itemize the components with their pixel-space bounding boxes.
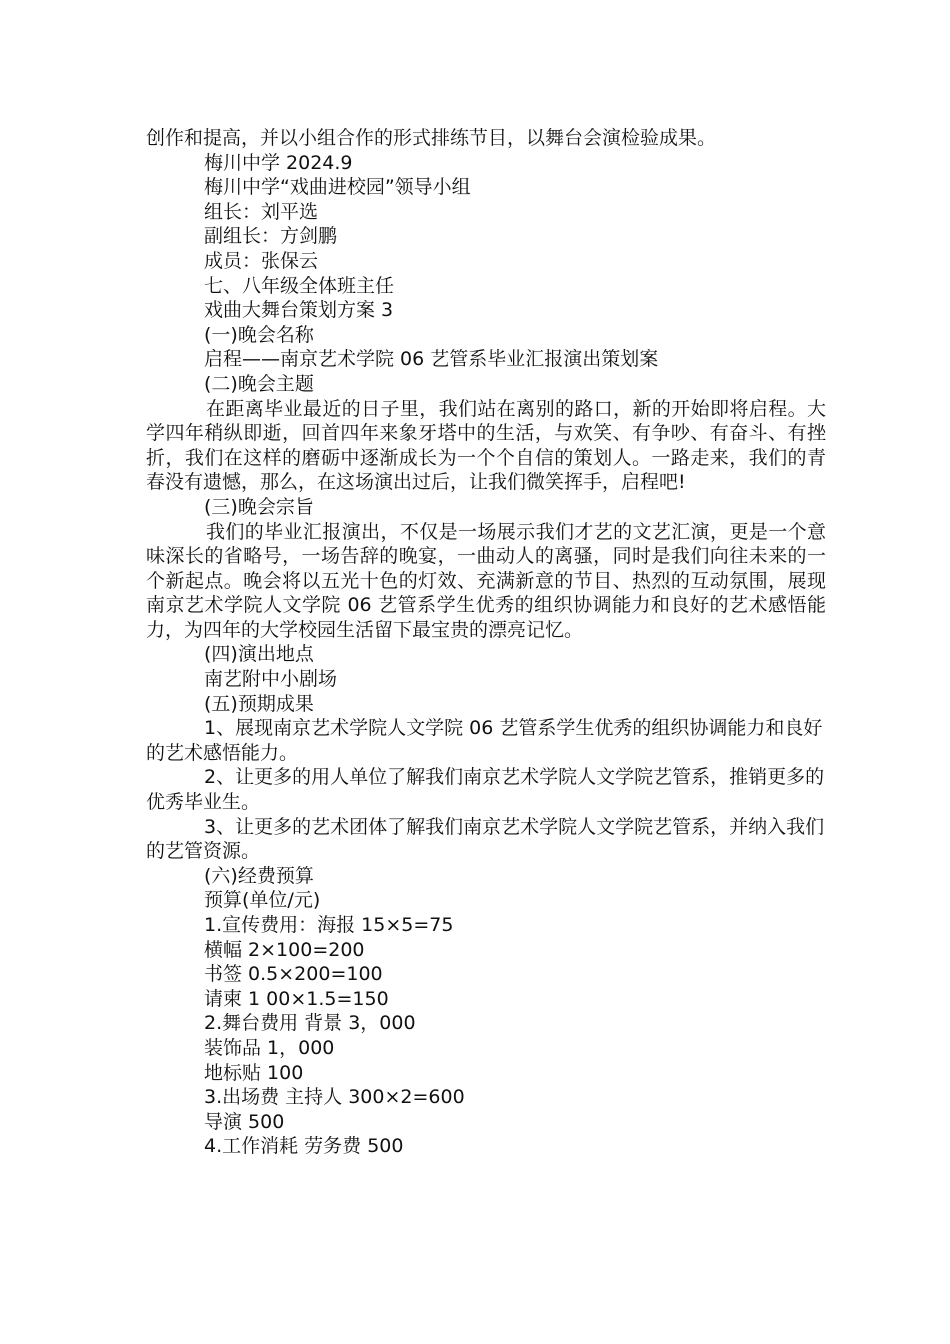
document-body: [146, 126, 826, 1159]
paragraph-theme: 在距离毕业最近的日子里，我们站在离别的路口，新的开始即将启程。大学四年稍纵即逝，回首四年来象牙塔中的生活，与欢笑、有争吵、有奋斗、有挫折，我们在这样的磨砺中逐渐成长为一个个自信的策划人。一路走来，我们的青春没有遗憾，那么，在这场演出过后，让我们微笑挥手，启程吧!: [146, 397, 826, 494]
group-leader: 组长：刘平选: [204, 200, 319, 223]
group-title: 梅川中学“戏曲进校园”领导小组: [204, 176, 471, 199]
heading-event-purpose: (三)晚会宗旨: [204, 495, 314, 518]
budget-line: 地标贴 100: [204, 1061, 304, 1084]
budget-line: 3.出场费 主持人 300×2=600: [204, 1086, 465, 1109]
heading-venue: (四)演出地点: [204, 643, 314, 666]
heading-expected-results: (五)预期成果: [204, 692, 314, 715]
signature-date: 梅川中学 2024.9: [204, 151, 353, 174]
budget-line: 装饰品 1，000: [204, 1036, 335, 1059]
group-member: 成员：张保云: [204, 249, 319, 272]
budget-line: 横幅 2×100=200: [204, 938, 365, 961]
venue: 南艺附中小剧场: [204, 668, 338, 691]
budget-line: 1.宣传费用：海报 15×5=75: [204, 914, 454, 936]
result-item-1: 1、展现南京艺术学院人文学院 06 艺管系学生优秀的组织协调能力和良好的艺术感悟能力。: [146, 717, 823, 764]
heading-budget: (六)经费预算: [204, 864, 314, 887]
budget-line: 2.舞台费用 背景 3，000: [204, 1012, 416, 1035]
group-deputy-leader: 副组长：方剑鹏: [204, 225, 338, 248]
heading-event-name: (一)晚会名称: [204, 323, 314, 346]
result-item-2: 2、让更多的用人单位了解我们南京艺术学院人文学院艺管系，推销更多的优秀毕业生。: [146, 766, 825, 814]
group-teachers: 七、八年级全体班主任: [204, 274, 395, 297]
budget-line: 导演 500: [204, 1110, 285, 1133]
event-name: 启程——南京艺术学院 06 艺管系毕业汇报演出策划案: [204, 348, 659, 371]
result-item-3: 3、让更多的艺术团体了解我们南京艺术学院人文学院艺管系，并纳入我们的艺管资源。: [146, 815, 825, 863]
section-title: 戏曲大舞台策划方案 3: [204, 299, 394, 322]
paragraph-continuation: 创作和提高，并以小组合作的形式排练节目，以舞台会演检验成果。: [146, 127, 717, 149]
budget-line: 请柬 1 00×1.5=150: [204, 987, 389, 1010]
heading-event-theme: (二)晚会主题: [204, 372, 314, 395]
budget-line: 4.工作消耗 劳务费 500: [204, 1135, 404, 1158]
budget-line: 书签 0.5×200=100: [204, 963, 383, 986]
paragraph-purpose: 我们的毕业汇报演出，不仅是一场展示我们才艺的文艺汇演，更是一个意味深长的省略号，一场告辞的晚宴，一曲动人的离骚，同时是我们向往未来的一个新起点。晚会将以五光十色的灯效、充满新意的节目、热烈的互动氛围，展现南京艺术学院人文学院 06 艺管系学生优秀的组织协调能力和良好的艺术感悟能力，为四年的大学校园生活留下最宝贵的漂亮记忆。: [146, 520, 826, 641]
budget-unit: 预算(单位/元): [204, 889, 321, 912]
